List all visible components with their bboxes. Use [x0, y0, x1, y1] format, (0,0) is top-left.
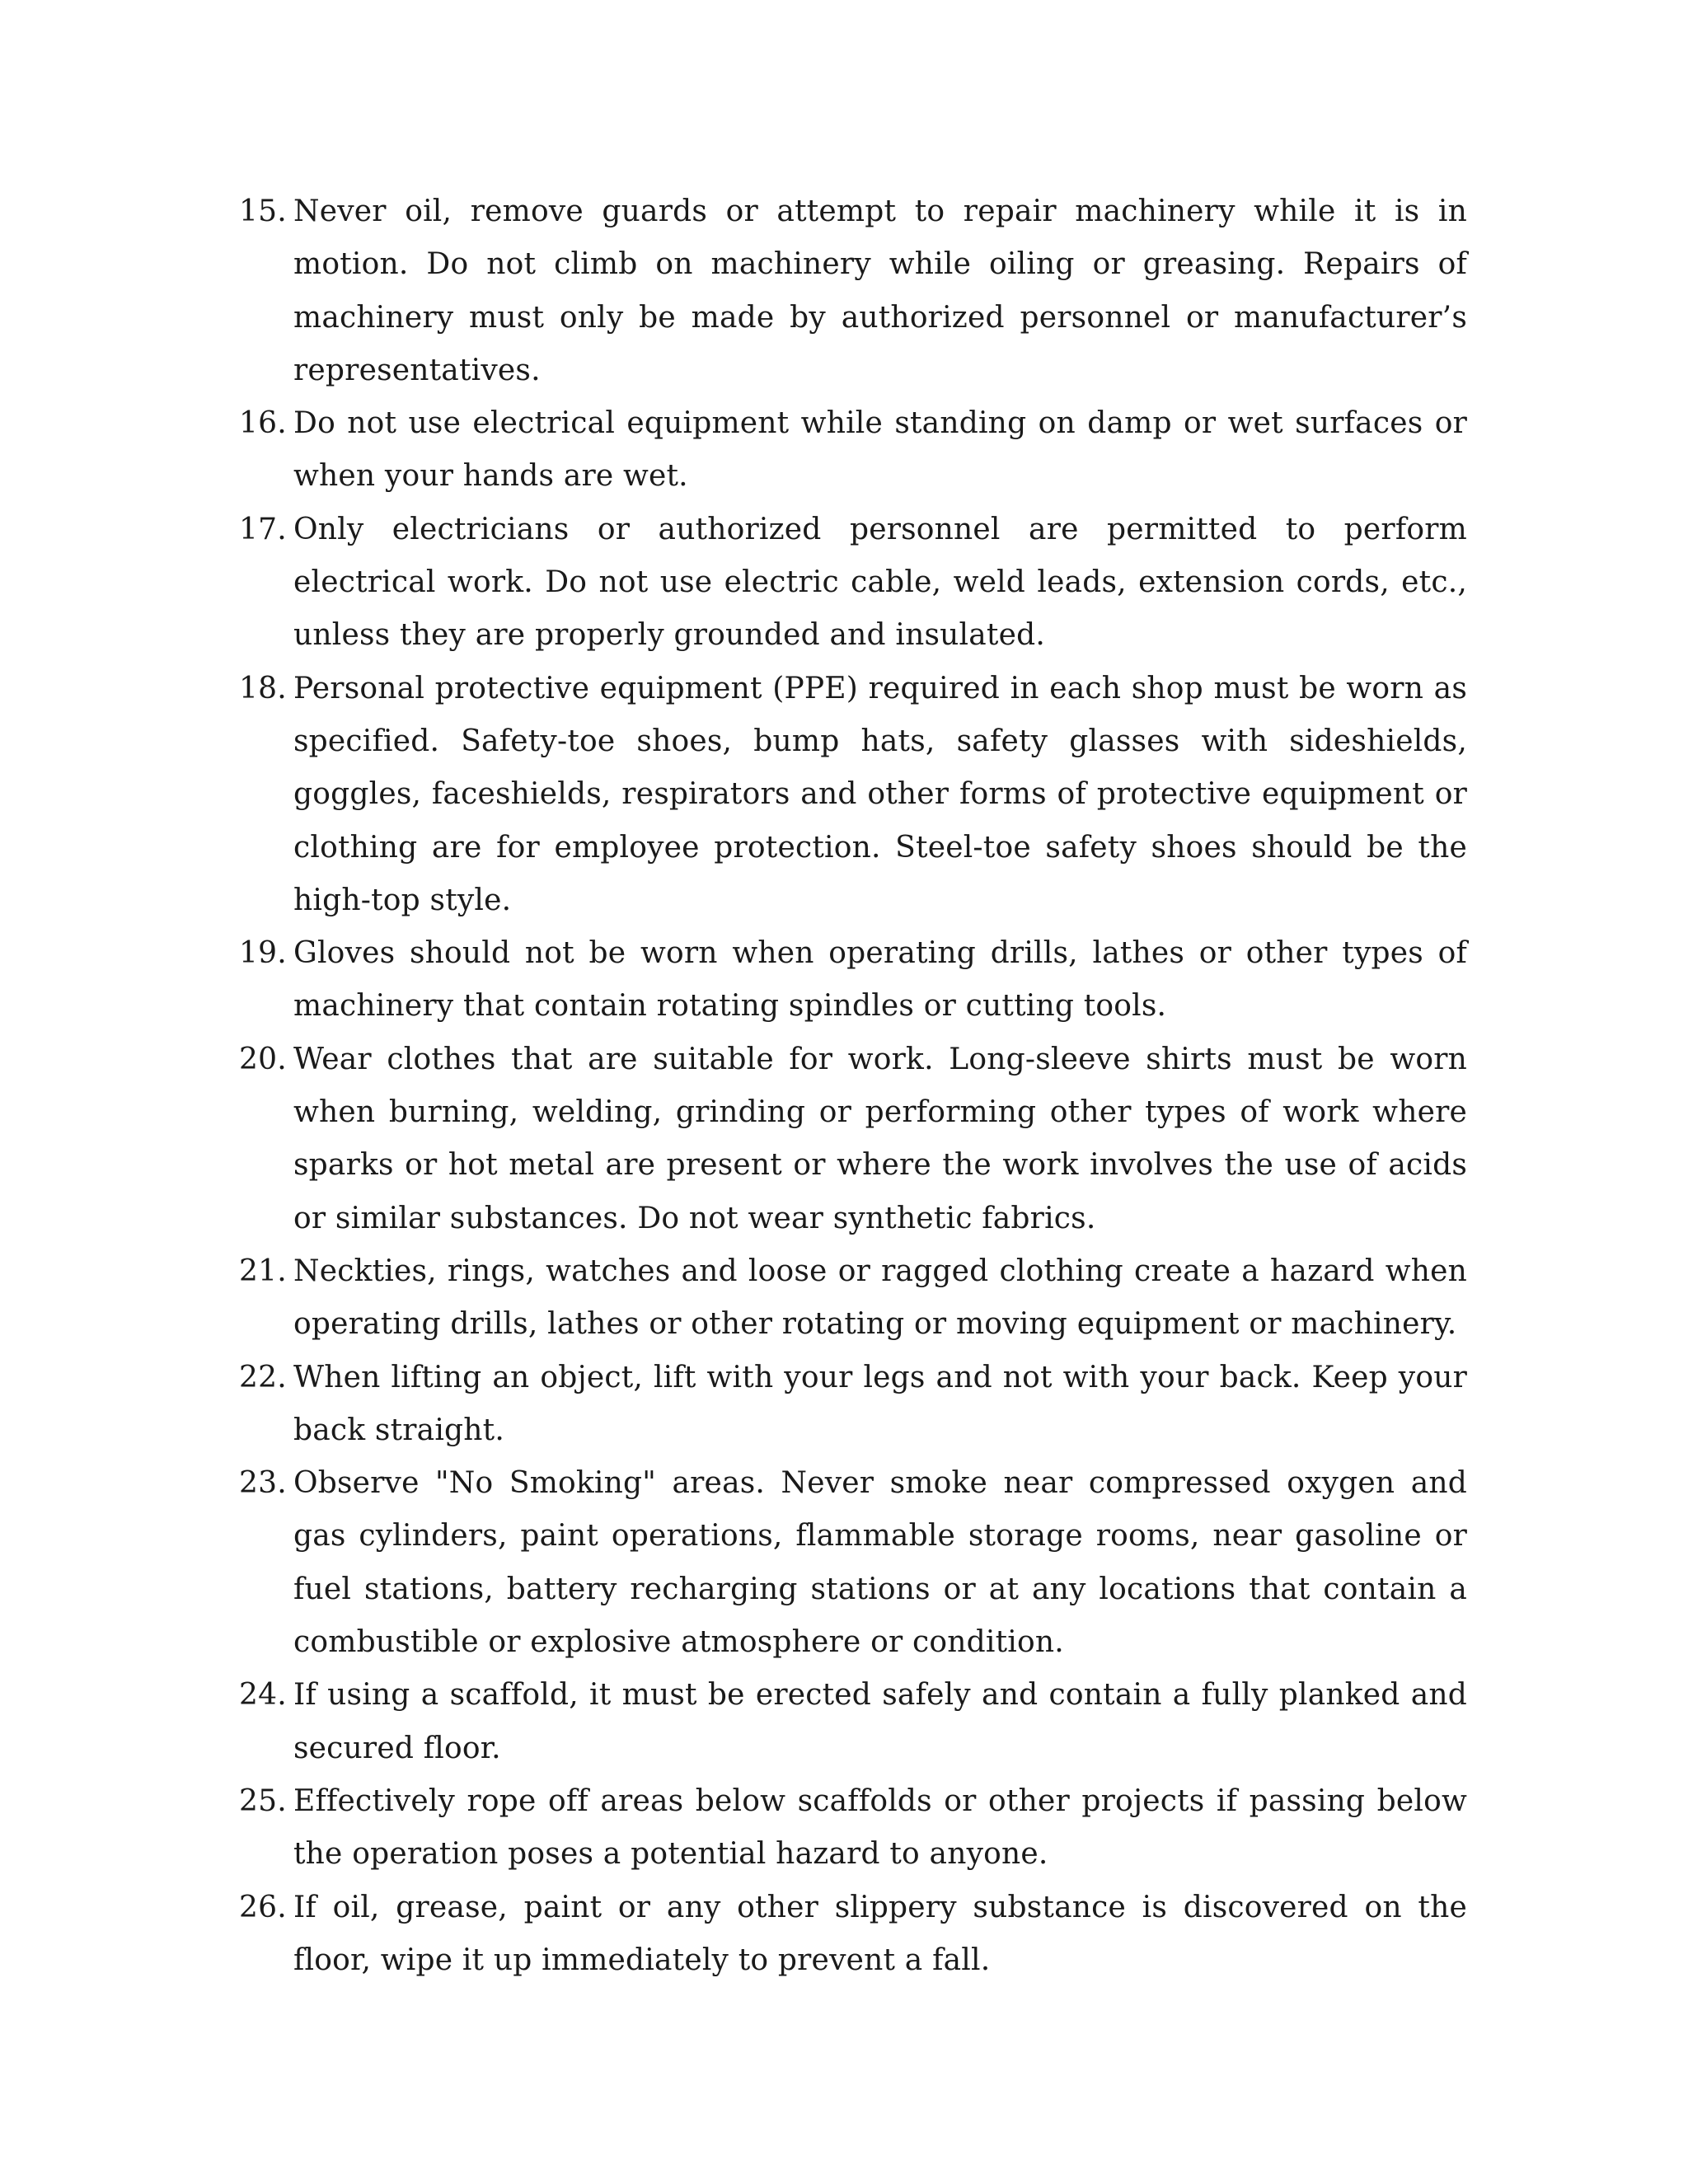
rule-number: 15.	[239, 194, 287, 228]
rule-number: 26.	[239, 1890, 287, 1924]
rule-item	[239, 504, 1467, 663]
rule-item	[239, 1245, 1467, 1352]
rule-number: 21.	[239, 1254, 287, 1288]
rule-item	[239, 1882, 1467, 1988]
rule-text: Do not use electrical equipment while standing on damp or wet surfaces or when your hands are wet.	[293, 406, 1467, 494]
rule-number: 25.	[239, 1783, 287, 1818]
rule-item	[239, 1457, 1467, 1669]
rule-item	[239, 397, 1467, 504]
rule-text: If using a scaffold, it must be erected safely and contain a fully planked and secured floor.	[293, 1678, 1467, 1765]
rule-number: 16.	[239, 406, 287, 441]
rule-item	[239, 1033, 1467, 1245]
rule-number: 23.	[239, 1466, 287, 1501]
rule-number: 24.	[239, 1678, 287, 1713]
rule-item	[239, 1352, 1467, 1458]
rule-item	[239, 1775, 1467, 1882]
rule-text: Observe "No Smoking" areas. Never smoke near compressed oxygen and gas cylinders, paint operations, flammable storage rooms, near gasoline or fuel stations, battery recharging stations or at any locations that contain a combustible or explosive atmosphere or condition.	[293, 1466, 1467, 1660]
rule-number: 18.	[239, 671, 287, 705]
rule-item	[239, 185, 1467, 397]
rule-number: 17.	[239, 512, 287, 546]
rule-text: Never oil, remove guards or attempt to repair machinery while it is in motion. Do not climb on machinery while oiling or greasing. Repairs of machinery must only be made by authorized personnel or manufacturer’s representatives.	[293, 194, 1467, 387]
rule-item	[239, 663, 1467, 927]
rule-text: Effectively rope off areas below scaffolds or other projects if passing below the operation poses a potential hazard to anyone.	[293, 1783, 1467, 1872]
rule-text: Gloves should not be worn when operating drills, lathes or other types of machinery that contain rotating spindles or cutting tools.	[293, 936, 1467, 1024]
rule-number: 20.	[239, 1042, 287, 1076]
rule-text: If oil, grease, paint or any other slippery substance is discovered on the floor, wipe it up immediately to prevent a fall.	[293, 1890, 1467, 1977]
rule-number: 19.	[239, 936, 287, 971]
rule-item	[239, 927, 1467, 1033]
rule-text: Only electricians or authorized personnel are permitted to perform electrical work. Do not use electric cable, weld leads, extension cords, etc., unless they are properly grounded and insulated.	[293, 512, 1467, 653]
rule-item	[239, 1669, 1467, 1775]
rule-text: Wear clothes that are suitable for work. Long-sleeve shirts must be worn when burning, welding, grinding or performing other types of work where sparks or hot metal are present or where the work involves the use of acids or similar substances. Do not wear synthetic fabrics.	[293, 1042, 1467, 1235]
safety-rules-list	[239, 185, 1467, 1987]
rule-text: When lifting an object, lift with your legs and not with your back. Keep your back straight.	[293, 1360, 1467, 1447]
rule-text: Personal protective equipment (PPE) required in each shop must be worn as specified. Safety-toe shoes, bump hats, safety glasses with sideshields, goggles, faceshields, respirators and other forms of protective equipment or clothing are for employee protection. Steel-toe safety shoes should be the high-top style.	[293, 671, 1467, 917]
rule-number: 22.	[239, 1360, 287, 1394]
rule-text: Neckties, rings, watches and loose or ragged clothing create a hazard when operating drills, lathes or other rotating or moving equipment or machinery.	[293, 1254, 1467, 1342]
